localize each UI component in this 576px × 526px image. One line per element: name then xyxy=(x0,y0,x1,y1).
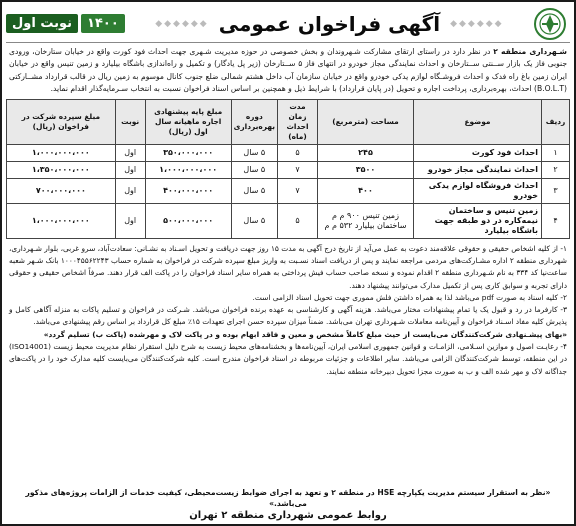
col-area: مساحت (مترمربع) xyxy=(318,99,414,144)
page-title: آگهی فراخوان عمومی xyxy=(218,11,441,36)
cell-rent: ۵۰۰،۰۰۰،۰۰۰ xyxy=(145,203,231,238)
cell-round: اول xyxy=(115,161,145,178)
col-deposit: مبلغ سپرده شرکت در فراخوان (ریال) xyxy=(7,99,116,144)
cell-round: اول xyxy=(115,144,145,161)
condition-item: ۲- کلیه اسناد به صورت pdf می‌باشد لذا به همراه داشتن فلش مموری جهت تحویل اسناد الزامی است. xyxy=(252,292,567,302)
table-row xyxy=(7,203,570,238)
cell-rent: ۱،۰۰۰،۰۰۰،۰۰۰ xyxy=(145,161,231,178)
cell-area: ۳۵۰۰ xyxy=(318,161,414,178)
table-header-row xyxy=(7,99,570,144)
cell-deposit: ۱،۰۰۰،۰۰۰،۰۰۰ xyxy=(7,144,116,161)
cell-duration: ۵ xyxy=(278,144,318,161)
cell-operation: ۵ سال xyxy=(231,161,277,178)
cell-deposit: ۷۰۰،۰۰۰،۰۰۰ xyxy=(7,178,116,203)
col-row: ردیف xyxy=(542,99,570,144)
title-decoration-left: ◆◆◆◆◆◆ xyxy=(155,18,209,29)
cell-operation: ۵ سال xyxy=(231,144,277,161)
table-row xyxy=(7,144,570,161)
cell-rent: ۳۵۰،۰۰۰،۰۰۰ xyxy=(145,144,231,161)
notice-header xyxy=(6,5,570,43)
intro-org: شـهرداری منطقه ۲ xyxy=(493,47,567,56)
table-row xyxy=(7,178,570,203)
intro-paragraph xyxy=(6,46,570,96)
condition-item: ۱- از کلیه اشخاص حقیقی و حقوقی علاقه‌مند دعوت به عمل می‌آید از تاریخ درج آگهی به مدت ۱۵ روز جهت دریافت و تحویل اسـناد به نشـانی: سعادت‌آباد، سرو غربی، بلوار شـهرداری، شهرداری منطقه ۲ اداره مشـارکت‌های مردمی مراجعه نمایند و پس از دریافت اسناد نسـبت به واریز مبلغ سپرده شرکت در فراخوان به شماره حساب ۱۰۰۰۴۵۵۶۲۲۴۳ بانک شـهر شعبه ساعت‌نیا کد ۳۳۴ به نام شـهرداری منطقه ۲ اقدام نموده و نسخه صاحب حساب فیش پرداختی به همراه سایر اسناد فراخوان را در پاکت الف قرار دهند. صرفاً اشخاص حقیقی و حقوقی دارای تجربه و سوابق کاری پس از تکمیل مدارک می‌توانند پیشنهاد دهند. xyxy=(9,243,567,290)
condition-highlight: «بهای پیشـنهادی شرکت‌کنندگان می‌بایست از حیث مبلغ کاملاً مشخص و معین و فاقد ابهام بوده و در پاکت لاک و مهرشده (پاکت ب) تسلیم گردد» xyxy=(43,329,567,339)
intro-text: در نظر دارد در راستای ارتقای مشارکت شـهروندان و بخش خصوصی در حوزه مدیریت شـهری جهت احداث فود کورت واقع در خیابان ستارخان، ورودی جنوبی فاز یک بازار ســنتی ســتارخان و احداث نمایندگی مجاز خودرو در انتهای فاز ۵ ســتارخان (زیر پل یادگار) و تکمیل و راه‌اندازی باشگاه بیلیارد و زمین تنیس واقع در خیابان ایران زمین باغ راه فدک و احداث فروشـگاه لوازم یدکی خودرو واقع در خیابان سازمان آب داخل هشتم شمالی ضلع جنوب کانال موسوم به زمین ریال در قالب قرارداد مشــارکتی (B.O.L.T) احداث، بهره‌برداری، پرداخت اجاره و تحویل (در پایان قرارداد) با شرایط ذیل و همچنین بر اساس اسناد فراخوان نسبت به انتخاب سـرمایه‌گذار اقدام نماید. xyxy=(9,47,568,94)
title-bar xyxy=(129,12,530,36)
cell-subject: زمین تنیس و ساختمان نیمه‌کاره در دو طبقه جهت باشگاه بیلیارد xyxy=(414,203,542,238)
signature: روابط عمومی شهرداری منطقه ۲ تهران xyxy=(189,510,387,521)
cell-subject: احداث فروشگاه لوازم یدکی خودرو xyxy=(414,178,542,203)
condition-item: ۳- کارفرما در رد و قبول یک یا تمام پیشنهادات مختار می‌باشد. هزینه آگهی و کارشناسی به عهده برنده فراخوان می‌باشد. شـرکت در فراخوان و تسلیم پاکات به منزله آگاهی کامل و پذیرش کلیه مفاد اسـناد فراخوان و آیین‌نامه معاملات شـهرداری تهران می‌باشد. ضمناً میزان سپرده حسن اجرای تعهدات ۱۵٪ مبلغ کل قرارداد بر اساس رقم پیشنهادی می‌باشد. xyxy=(9,305,567,327)
cell-operation: ۵ سال xyxy=(231,178,277,203)
notice-footer xyxy=(6,487,570,521)
conditions-section xyxy=(6,243,570,378)
col-duration: مدت زمان احداث (ماه) xyxy=(278,99,318,144)
badges xyxy=(6,14,125,33)
title-decoration-right: ◆◆◆◆◆◆ xyxy=(450,18,504,29)
cell-area: ۴۰۰ xyxy=(318,178,414,203)
cell-deposit: ۱،۰۰۰،۰۰۰،۰۰۰ xyxy=(7,203,116,238)
cell-duration: ۷ xyxy=(278,161,318,178)
tender-table xyxy=(6,99,570,239)
cell-subject: احداث نمایندگی مجاز خودرو xyxy=(414,161,542,178)
cell-duration: ۵ xyxy=(278,203,318,238)
year-badge: ۱۴۰۰ xyxy=(81,14,125,33)
cell-rent: ۴۰۰،۰۰۰،۰۰۰ xyxy=(145,178,231,203)
col-round: نوبت xyxy=(115,99,145,144)
tehran-municipality-logo-icon xyxy=(530,6,570,42)
cell-row: ۲ xyxy=(542,161,570,178)
cell-row: ۳ xyxy=(542,178,570,203)
cell-area: ۲۴۵ xyxy=(318,144,414,161)
cell-round: اول xyxy=(115,203,145,238)
round-badge: نوبت اول xyxy=(6,14,78,33)
col-rent: مبلغ پایه پیشنهادی اجاره ماهیانه سال اول (ریال) xyxy=(145,99,231,144)
cell-subject: احداث فود کورت xyxy=(414,144,542,161)
table-row xyxy=(7,161,570,178)
condition-item: ۴- رعایـت اصول و موازین اسـلامی، الزامـات و قوانین جمهوری اسلامی ایران، آیین‌نامه‌ها و بخشنامه‌های محیط زیست به شرح دلیل استقرار نظام مدیریت محیط زیست (ISO14001) در این منطقه، توسط شرکت‌کنندگان الزامی می‌باشد. سایر اطلاعات و جزئیات مربوطه در اسناد فراخوان مندرج است. کلیه شرکت‌کنندگان می‌بایست کلیه مدارک خود را در پاکت‌های جداگانه لاک و مهر شده الف و ب به صورت مجزا تحویل دبیرخانه منطقه نمایند. xyxy=(9,342,567,376)
footer-note: «نظر به استقرار سیستم مدیریت یکپارچه HSE در منطقه ۲ و تعهد به اجرای ضوابط زیست‌محیطی، کیفیت خدمات از الزامات پروژه‌های مذکور می‌باشد.» xyxy=(25,488,551,508)
col-subject: موضوع xyxy=(414,99,542,144)
cell-deposit: ۱،۳۵۰،۰۰۰،۰۰۰ xyxy=(7,161,116,178)
cell-round: اول xyxy=(115,178,145,203)
cell-row: ۱ xyxy=(542,144,570,161)
cell-area: زمین تنیس ۹۰۰ م م ساختمان بیلیارد ۵۳۲ م م xyxy=(318,203,414,238)
cell-operation: ۵ سال xyxy=(231,203,277,238)
cell-duration: ۷ xyxy=(278,178,318,203)
cell-row: ۴ xyxy=(542,203,570,238)
col-operation: دوره بهره‌برداری xyxy=(231,99,277,144)
